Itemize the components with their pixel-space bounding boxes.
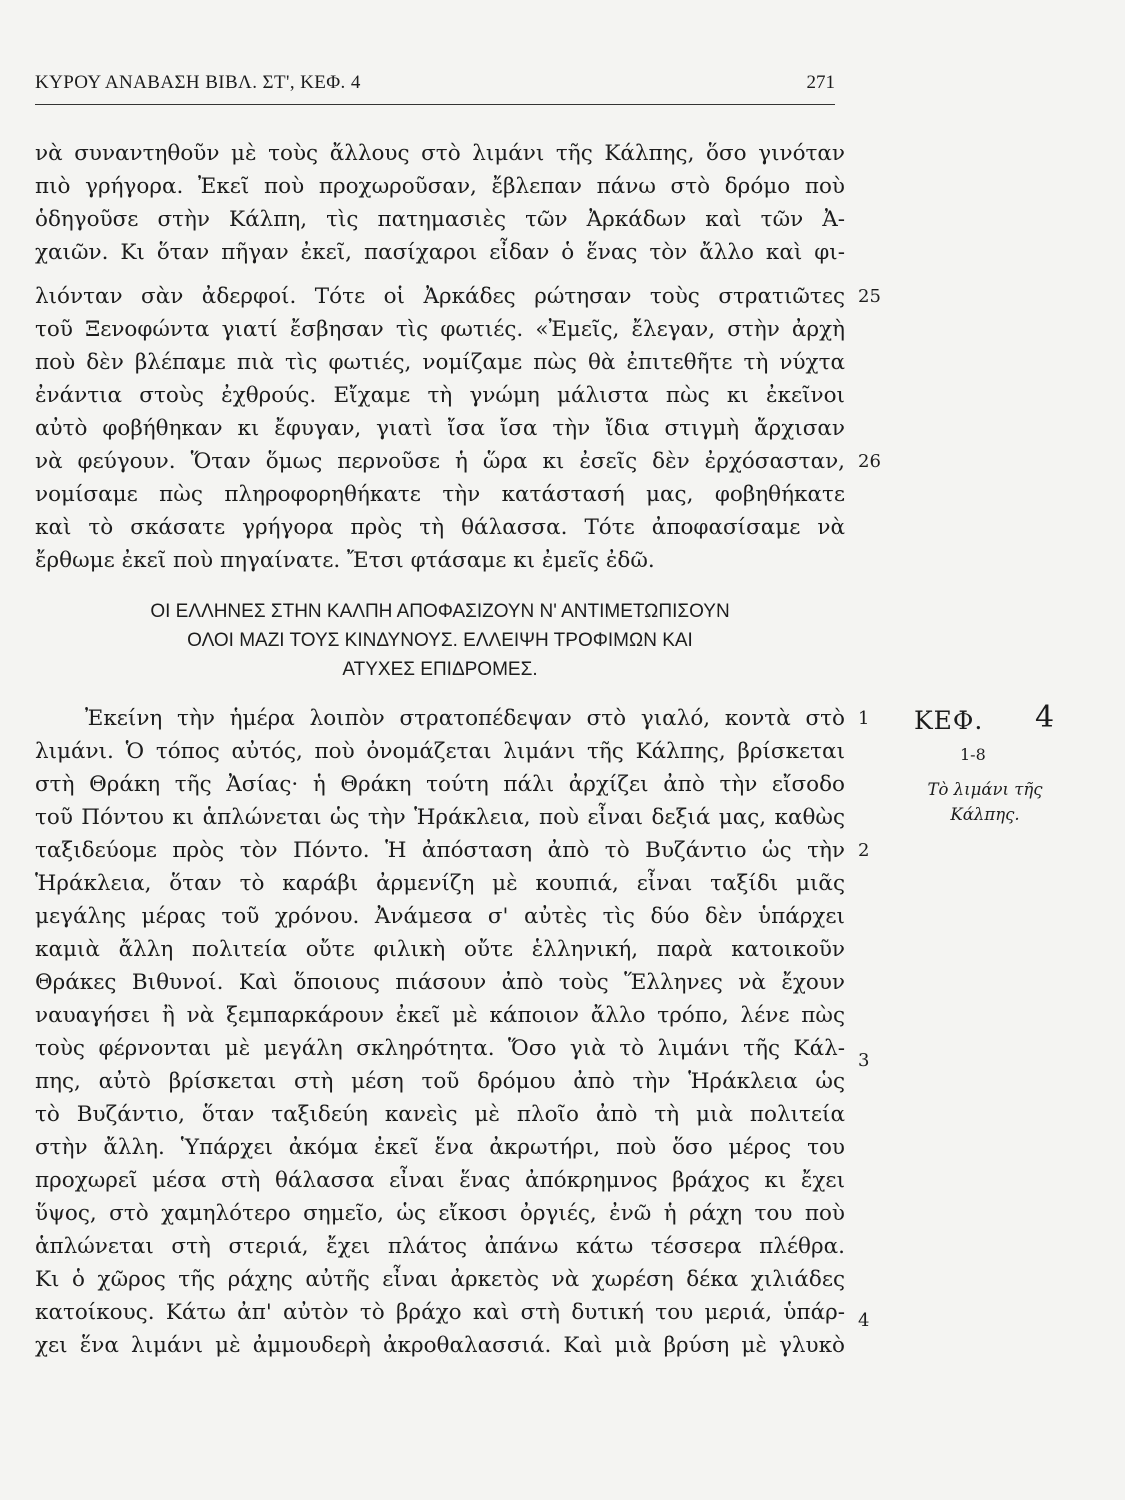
text-line: ὕψος, στὸ χαμηλότερο σημεῖο, ὡς εἴκοσι ὀργιές, ἐνῶ ἡ ράχη του ποὺ: [35, 1201, 845, 1226]
text-line: νὰ φεύγουν. Ὅταν ὅμως περνοῦσε ἡ ὥρα κι ἐσεῖς δὲν ἐρχόσασταν,: [35, 449, 845, 474]
side-chapter-label: ΚΕΦ.: [914, 706, 984, 735]
text-line: αὐτὸ φοβήθηκαν κι ἔφυγαν, γιατὶ ἴσα ἴσα τὴν ἴδια στιγμὴ ἄρχισαν: [35, 416, 845, 441]
text-line: ποὺ δὲν βλέπαμε πιὰ τὶς φωτιές, νομίζαμε πὼς θὰ ἐπιτεθῆτε τὴ νύχτα: [35, 350, 845, 375]
margin-line-number: 25: [858, 286, 881, 307]
text-line: Θράκες Βιθυνοί. Καὶ ὅποιους πιάσουν ἀπὸ τοὺς Ἕλληνες νὰ ἔχουν: [35, 970, 845, 995]
text-line: μεγάλης μέρας τοῦ χρόνου. Ἀνάμεσα σ' αὐτὲς τὶς δύο δὲν ὑπάρχει: [35, 904, 845, 929]
text-line: πης, αὐτὸ βρίσκεται στὴ μέση τοῦ δρόμου ἀπὸ τὴν Ἡράκλεια ὡς: [35, 1069, 845, 1094]
margin-line-number: 26: [858, 451, 881, 472]
text-line: στὴν ἄλλη. Ὑπάρχει ἀκόμα ἐκεῖ ἕνα ἀκρωτήρι, ποὺ ὅσο μέρος του: [35, 1135, 845, 1160]
running-title: ΚΥΡΟΥ ΑΝΑΒΑΣΗ ΒΙΒΛ. ΣΤ', ΚΕΦ. 4: [35, 72, 361, 93]
text-line: κατοίκους. Κάτω ἀπ' αὐτὸν τὸ βράχο καὶ στὴ δυτική του μεριά, ὑπάρ-: [35, 1300, 845, 1325]
text-line: τοῦ Πόντου κι ἁπλώνεται ὡς τὴν Ἡράκλεια, ποὺ εἶναι δεξιά μας, καθὼς: [35, 805, 845, 830]
text-line: Κι ὁ χῶρος τῆς ράχης αὐτῆς εἶναι ἀρκετὸς νὰ χωρέση δέκα χιλιάδες: [35, 1267, 845, 1292]
text-line: χαιῶν. Κι ὅταν πῆγαν ἐκεῖ, πασίχαροι εἶδαν ὁ ἕνας τὸν ἄλλο καὶ φι-: [35, 240, 845, 265]
text-line: λιόνταν σὰν ἀδερφοί. Τότε οἱ Ἀρκάδες ρώτησαν τοὺς στρατιῶτες: [35, 284, 845, 309]
section-heading-line: ΟΛΟΙ ΜΑΖΙ ΤΟΥΣ ΚΙΝΔΥΝΟΥΣ. ΕΛΛΕΙΨΗ ΤΡΟΦΙΜΩΝ ΚΑΙ: [187, 630, 693, 651]
text-line: ναυαγήσει ἢ νὰ ξεμπαρκάρουν ἐκεῖ μὲ κάποιον ἄλλο τρόπο, λένε πὼς: [35, 1003, 845, 1028]
side-section-range: 1-8: [960, 745, 986, 764]
text-line: τοὺς φέρνονται μὲ μεγάλη σκληρότητα. Ὅσο γιὰ τὸ λιμάνι τῆς Κάλ-: [35, 1036, 845, 1061]
text-line: ταξιδεύομε πρὸς τὸν Πόντο. Ἡ ἀπόσταση ἀπὸ τὸ Βυζάντιο ὡς τὴν: [35, 838, 845, 863]
text-line: ἐνάντια στοὺς ἐχθρούς. Εἴχαμε τὴ γνώμη μάλιστα πὼς κι ἐκεῖνοι: [35, 383, 845, 408]
section-heading-line: ΟΙ ΕΛΛΗΝΕΣ ΣΤΗΝ ΚΑΛΠΗ ΑΠΟΦΑΣΙΖΟΥΝ Ν' ΑΝΤΙΜΕΤΩΠΙΣΟΥΝ: [150, 601, 730, 622]
text-line: καὶ τὸ σκάσατε γρήγορα πρὸς τὴ θάλασσα. Τότε ἀποφασίσαμε νὰ: [35, 515, 845, 540]
text-line: ὁδηγοῦσε στὴν Κάλπη, τὶς πατημασιὲς τῶν Ἀρκάδων καὶ τῶν Ἀ-: [35, 207, 845, 232]
text-line: ἁπλώνεται στὴ στεριά, ἔχει πλάτος ἀπάνω κάτω τέσσερα πλέθρα.: [35, 1234, 845, 1259]
text-line: ἔρθωμε ἐκεῖ ποὺ πηγαίνατε. Ἔτσι φτάσαμε κι ἐμεῖς ἐδῶ.: [35, 548, 655, 573]
margin-line-number: 3: [858, 1050, 870, 1071]
text-line: λιμάνι. Ὁ τόπος αὐτός, ποὺ ὀνομάζεται λιμάνι τῆς Κάλπης, βρίσκεται: [35, 739, 845, 764]
page-number: 271: [806, 72, 835, 93]
text-line: νὰ συναντηθοῦν μὲ τοὺς ἄλλους στὸ λιμάνι τῆς Κάλπης, ὅσο γινόταν: [35, 141, 845, 166]
text-line: νομίσαμε πὼς πληροφορηθήκατε τὴν κατάστασή μας, φοβηθήκατε: [35, 482, 845, 507]
margin-line-number: 4: [858, 1310, 870, 1331]
running-header: [35, 70, 835, 105]
text-line: προχωρεῖ μέσα στὴ θάλασσα εἶναι ἕνας ἀπόκρημνος βράχος κι ἔχει: [35, 1168, 845, 1193]
text-line: χει ἕνα λιμάνι μὲ ἀμμουδερὴ ἀκροθαλασσιά. Καὶ μιὰ βρύση μὲ γλυκὸ: [35, 1333, 845, 1358]
text-line: τὸ Βυζάντιο, ὅταν ταξιδεύη κανεὶς μὲ πλοῖο ἀπὸ τὴ μιὰ πολιτεία: [35, 1102, 845, 1127]
margin-line-number: 2: [858, 840, 870, 861]
text-line: στὴ Θράκη τῆς Ἀσίας· ἡ Θράκη τούτη πάλι ἀρχίζει ἀπὸ τὴν εἴσοδο: [35, 772, 845, 797]
text-line: πιὸ γρήγορα. Ἐκεῖ ποὺ προχωροῦσαν, ἔβλεπαν πάνω στὸ δρόμο ποὺ: [35, 174, 845, 199]
section-heading-line: ΑΤΥΧΕΣ ΕΠΙΔΡΟΜΕΣ.: [342, 659, 538, 680]
text-line: τοῦ Ξενοφώντα γιατί ἔσβησαν τὶς φωτιές. «Ἐμεῖς, ἔλεγαν, στὴν ἀρχὴ: [35, 317, 845, 342]
text-line: Ἡράκλεια, ὅταν τὸ καράβι ἀρμενίζη μὲ κουπιά, εἶναι ταξίδι μιᾶς: [35, 871, 845, 896]
text-line: Ἐκείνη τὴν ἡμέρα λοιπὸν στρατοπέδεψαν στὸ γιαλό, κοντὰ στὸ: [85, 706, 845, 731]
side-chapter-number: 4: [1035, 700, 1055, 735]
side-section-description: Τὸ λιμάνι τῆς Κάλπης.: [927, 780, 1043, 824]
text-line: καμιὰ ἄλλη πολιτεία οὔτε φιλικὴ οὔτε ἑλληνική, παρὰ κατοικοῦν: [35, 937, 845, 962]
margin-line-number: 1: [858, 708, 870, 729]
